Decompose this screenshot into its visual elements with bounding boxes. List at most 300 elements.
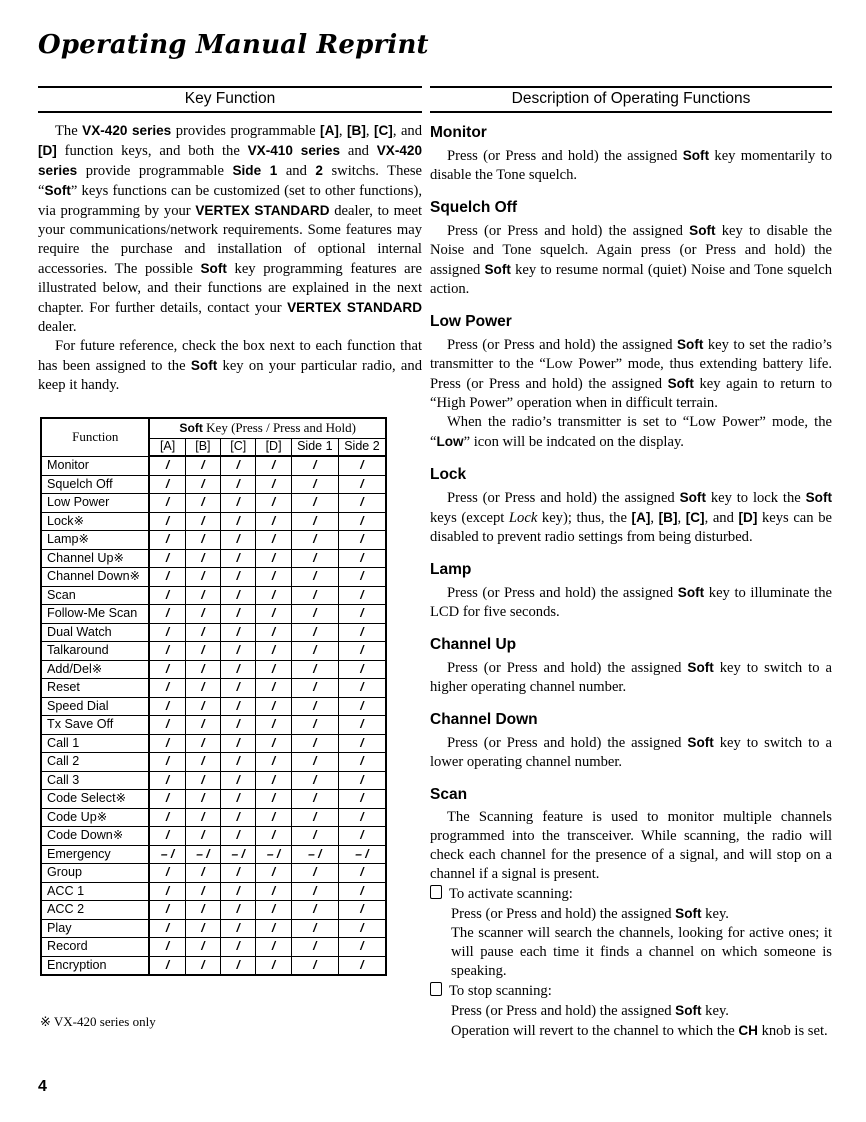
table-row — [41, 716, 386, 735]
availability-cell: / — [221, 716, 256, 735]
function-heading: Channel Up — [430, 636, 517, 653]
availability-cell: / — [185, 771, 220, 790]
availability-cell: / — [256, 586, 291, 605]
text-run: Press (or Press and hold) the assigned — [447, 490, 680, 506]
availability-cell: / — [338, 864, 386, 883]
availability-cell: / — [291, 901, 338, 920]
function-name-cell: Tx Save Off — [41, 716, 149, 735]
text-run: key to switch to a lower operating channel number. — [430, 735, 832, 770]
left-column — [38, 86, 422, 1030]
bold-term: Soft — [677, 337, 704, 352]
table-row — [41, 660, 386, 679]
availability-cell: / — [149, 771, 185, 790]
availability-cell: / — [338, 734, 386, 753]
table-row — [41, 586, 386, 605]
availability-cell: / — [256, 827, 291, 846]
table-row — [41, 549, 386, 568]
text-run: key to switch to a higher operating channel number. — [430, 660, 832, 695]
bold-term: Soft — [682, 148, 710, 163]
table-row — [41, 864, 386, 883]
text-run: Key (Press / Press and Hold) — [202, 420, 356, 435]
availability-cell: / — [338, 790, 386, 809]
text-run: , and — [704, 510, 739, 526]
table-row — [41, 512, 386, 531]
intro-paragraph — [38, 121, 422, 337]
paragraph — [430, 146, 832, 185]
availability-cell: / — [291, 494, 338, 513]
availability-cell: / — [256, 956, 291, 975]
availability-cell: / — [256, 697, 291, 716]
text-run: The scanner will search the channels, looking for active ones; it will pause each time it finds a channel on which someone is speaking. — [451, 925, 832, 979]
function-heading: Channel Down — [430, 711, 538, 728]
text-run: key on your particular radio, and keep it handy. — [38, 358, 422, 393]
availability-cell: / — [221, 456, 256, 475]
availability-cell: / — [221, 882, 256, 901]
paragraph — [430, 658, 832, 697]
availability-cell: / — [185, 531, 220, 550]
availability-cell: / — [338, 586, 386, 605]
availability-cell: – / — [185, 845, 220, 864]
availability-cell: / — [291, 605, 338, 624]
availability-cell: / — [185, 882, 220, 901]
availability-cell: / — [291, 679, 338, 698]
availability-cell: / — [338, 753, 386, 772]
availability-cell: / — [185, 827, 220, 846]
availability-cell: / — [291, 734, 338, 753]
table-row — [41, 901, 386, 920]
availability-cell: / — [221, 642, 256, 661]
paragraph — [430, 335, 832, 413]
availability-cell: / — [256, 753, 291, 772]
availability-cell: / — [185, 808, 220, 827]
operating-functions-sections — [430, 124, 832, 1041]
availability-cell: / — [338, 882, 386, 901]
page-number: 4 — [38, 1078, 47, 1095]
availability-cell: / — [221, 753, 256, 772]
availability-cell: / — [338, 716, 386, 735]
table-row — [41, 642, 386, 661]
paragraph — [430, 488, 832, 547]
availability-cell: / — [149, 605, 185, 624]
bullet-label-text: To activate scanning: — [449, 886, 573, 902]
table-row — [41, 938, 386, 957]
function-heading: Scan — [430, 786, 468, 803]
text-run: key to lock the — [705, 490, 806, 506]
function-name-cell: Play — [41, 919, 149, 938]
availability-cell: / — [185, 586, 220, 605]
reference-paragraph — [38, 337, 422, 395]
bold-term: Low — [436, 434, 464, 449]
text-run: , — [365, 123, 374, 139]
bold-term: Soft — [677, 585, 705, 600]
text-run: , and — [392, 123, 423, 139]
paragraph — [430, 583, 832, 622]
bullet-line — [451, 924, 832, 981]
function-name-cell: Emergency — [41, 845, 149, 864]
bold-term: [C] — [685, 510, 705, 525]
availability-cell: / — [185, 642, 220, 661]
text-run: Operation will revert to the channel to which the — [451, 1023, 739, 1039]
text-run: Press (or Press and hold) the assigned — [447, 148, 683, 164]
availability-cell: / — [149, 864, 185, 883]
availability-cell: / — [149, 679, 185, 698]
availability-cell: / — [256, 494, 291, 513]
text-run: When the radio’s transmitter is set to “Low Power” mode, the “ — [430, 414, 832, 450]
availability-cell: / — [291, 790, 338, 809]
table-row — [41, 456, 386, 475]
availability-cell: / — [185, 790, 220, 809]
right-column — [430, 86, 832, 1041]
availability-cell: / — [221, 623, 256, 642]
table-row — [41, 808, 386, 827]
text-run: provide programmable — [77, 163, 233, 179]
availability-cell: – / — [338, 845, 386, 864]
text-run: ” keys functions can be customized (set to other functions), via programming by your — [38, 183, 422, 219]
bold-term: CH — [738, 1023, 758, 1038]
availability-cell: / — [291, 938, 338, 957]
bold-term: Side 1 — [232, 163, 278, 178]
availability-cell: / — [149, 697, 185, 716]
availability-cell: / — [291, 549, 338, 568]
availability-cell: / — [149, 938, 185, 957]
table-header-function: Function — [41, 418, 149, 456]
availability-cell: / — [338, 512, 386, 531]
text-run: Lock — [508, 510, 538, 526]
checkbox-icon — [430, 982, 442, 996]
availability-cell: / — [291, 716, 338, 735]
table-row — [41, 771, 386, 790]
function-name-cell: Call 1 — [41, 734, 149, 753]
availability-cell: / — [149, 660, 185, 679]
availability-cell: / — [256, 549, 291, 568]
availability-cell: / — [149, 808, 185, 827]
availability-cell: – / — [221, 845, 256, 864]
availability-cell: / — [338, 660, 386, 679]
availability-cell: / — [338, 808, 386, 827]
text-run: Press (or Press and hold) the assigned — [451, 906, 676, 922]
function-heading: Monitor — [430, 124, 487, 141]
table-header-row-1 — [41, 418, 386, 439]
text-run: Press (or Press and hold) the assigned — [447, 660, 688, 676]
availability-cell: / — [185, 494, 220, 513]
bold-term: [B] — [347, 123, 366, 138]
availability-cell: / — [185, 716, 220, 735]
availability-cell: / — [221, 827, 256, 846]
availability-cell: / — [256, 938, 291, 957]
availability-cell: / — [149, 901, 185, 920]
paragraph — [430, 808, 832, 884]
text-run: function keys, and both the — [56, 143, 248, 159]
text-run: , — [677, 510, 686, 526]
bold-term: [A] — [631, 510, 651, 525]
bullet-item — [430, 885, 832, 904]
section-header-operating-functions — [430, 86, 832, 113]
text-run: Press (or Press and hold) the assigned — [447, 223, 690, 239]
text-run: key to set the radio’s transmitter to the “Low Power” mode, thus extending battery life. Press (or Press and hold) the assigned — [430, 337, 832, 392]
text-run: key to illuminate the LCD for five seconds. — [430, 585, 832, 620]
function-name-cell: Lamp※ — [41, 531, 149, 550]
availability-cell: / — [221, 568, 256, 587]
text-run: key to disable the Noise and Tone squelch. Again press (or Press and hold) the assigned — [430, 223, 832, 278]
function-name-cell: Channel Down※ — [41, 568, 149, 587]
bold-term: Soft — [667, 376, 694, 391]
text-run: Press (or Press and hold) the assigned — [447, 735, 688, 751]
function-name-cell: Dual Watch — [41, 623, 149, 642]
availability-cell: / — [185, 697, 220, 716]
availability-cell: / — [185, 919, 220, 938]
text-run: ” icon will be indcated on the display. — [463, 434, 684, 450]
bold-term: Soft — [200, 261, 227, 276]
function-name-cell: Add/Del※ — [41, 660, 149, 679]
bold-term: Soft — [689, 223, 716, 238]
paragraph — [430, 221, 832, 299]
text-run: keys can be disabled to prevent radio settings from being disturbed. — [430, 510, 832, 545]
text-run: key again to return to “High Power” operation when in difficult terrain. — [430, 376, 832, 411]
availability-cell: / — [256, 456, 291, 475]
availability-cell: / — [221, 549, 256, 568]
table-column-header: Side 2 — [338, 439, 386, 457]
function-heading: Lamp — [430, 561, 472, 578]
availability-cell: / — [149, 716, 185, 735]
bold-term: Soft — [675, 906, 702, 921]
availability-cell: / — [149, 919, 185, 938]
availability-cell: / — [256, 771, 291, 790]
function-name-cell: ACC 2 — [41, 901, 149, 920]
section-header-key-function — [38, 86, 422, 113]
text-run: The — [55, 123, 83, 139]
availability-cell: / — [185, 549, 220, 568]
table-column-header: [B] — [185, 439, 220, 457]
availability-cell: / — [221, 586, 256, 605]
availability-cell: / — [338, 531, 386, 550]
availability-cell: / — [338, 456, 386, 475]
availability-cell: – / — [256, 845, 291, 864]
availability-cell: / — [185, 734, 220, 753]
availability-cell: / — [256, 734, 291, 753]
availability-cell: / — [256, 901, 291, 920]
availability-cell: / — [185, 605, 220, 624]
text-run: Press (or Press and hold) the assigned — [447, 337, 677, 353]
table-row — [41, 845, 386, 864]
bullet-item — [430, 982, 832, 1001]
table-row — [41, 568, 386, 587]
availability-cell: / — [185, 623, 220, 642]
availability-cell: / — [291, 919, 338, 938]
availability-cell: / — [149, 753, 185, 772]
availability-cell: / — [185, 901, 220, 920]
function-name-cell: Call 3 — [41, 771, 149, 790]
text-run: keys (except — [430, 510, 509, 526]
table-row — [41, 531, 386, 550]
availability-cell: – / — [149, 845, 185, 864]
function-name-cell: Squelch Off — [41, 475, 149, 494]
availability-cell: / — [221, 531, 256, 550]
function-name-cell: Monitor — [41, 456, 149, 475]
function-name-cell: Scan — [41, 586, 149, 605]
table-column-header: [A] — [149, 439, 185, 457]
function-name-cell: Record — [41, 938, 149, 957]
function-name-cell: Speed Dial — [41, 697, 149, 716]
function-name-cell: Code Select※ — [41, 790, 149, 809]
bold-term: VERTEX STANDARD — [287, 300, 422, 315]
table-row — [41, 753, 386, 772]
bold-term: Soft — [179, 421, 203, 435]
function-name-cell: ACC 1 — [41, 882, 149, 901]
availability-cell: / — [256, 790, 291, 809]
availability-cell: / — [338, 956, 386, 975]
availability-cell: / — [338, 901, 386, 920]
availability-cell: / — [185, 956, 220, 975]
bullet-label-text: To stop scanning: — [449, 983, 552, 999]
bold-term: [A] — [320, 123, 339, 138]
availability-cell: / — [338, 568, 386, 587]
availability-cell: / — [338, 549, 386, 568]
soft-key-table — [40, 417, 387, 976]
bold-term: Soft — [687, 660, 714, 675]
availability-cell: / — [185, 753, 220, 772]
text-run: Press (or Press and hold) the assigned — [451, 1003, 676, 1019]
text-run: dealer. — [38, 319, 77, 335]
paragraph — [430, 413, 832, 452]
bold-term: [D] — [38, 143, 57, 158]
table-row — [41, 623, 386, 642]
function-name-cell: Talkaround — [41, 642, 149, 661]
availability-cell: / — [291, 475, 338, 494]
text-run: key. — [701, 906, 729, 922]
availability-cell: / — [256, 642, 291, 661]
table-row — [41, 494, 386, 513]
table-row — [41, 790, 386, 809]
text-run: Press (or Press and hold) the assigned — [447, 585, 678, 601]
availability-cell: / — [338, 938, 386, 957]
availability-cell: / — [149, 827, 185, 846]
text-run: key to resume normal (quiet) Noise and Tone squelch action. — [430, 262, 832, 297]
table-column-header: [C] — [221, 439, 256, 457]
availability-cell: / — [338, 623, 386, 642]
text-run: provides programmable — [171, 123, 321, 139]
bold-term: Soft — [44, 183, 71, 198]
availability-cell: – / — [291, 845, 338, 864]
bold-term: Soft — [805, 490, 832, 505]
section-title-operating-functions: Description of Operating Functions — [511, 90, 751, 107]
table-row — [41, 734, 386, 753]
table-row — [41, 697, 386, 716]
availability-cell: / — [149, 549, 185, 568]
availability-cell: / — [291, 697, 338, 716]
availability-cell: / — [149, 475, 185, 494]
availability-cell: / — [185, 864, 220, 883]
availability-cell: / — [221, 808, 256, 827]
availability-cell: / — [291, 586, 338, 605]
function-name-cell: Low Power — [41, 494, 149, 513]
availability-cell: / — [221, 679, 256, 698]
function-name-cell: Lock※ — [41, 512, 149, 531]
availability-cell: / — [221, 938, 256, 957]
bold-term: 2 — [315, 163, 323, 178]
availability-cell: / — [338, 475, 386, 494]
availability-cell: / — [291, 623, 338, 642]
availability-cell: / — [221, 494, 256, 513]
availability-cell: / — [256, 568, 291, 587]
availability-cell: / — [221, 919, 256, 938]
table-row — [41, 827, 386, 846]
document-title: Operating Manual Reprint — [38, 30, 429, 60]
availability-cell: / — [221, 697, 256, 716]
function-heading: Low Power — [430, 313, 512, 330]
bold-term: Soft — [484, 262, 511, 277]
availability-cell: / — [256, 660, 291, 679]
text-run: switchs. These “ — [38, 163, 423, 199]
availability-cell: / — [149, 623, 185, 642]
availability-cell: / — [221, 790, 256, 809]
availability-cell: / — [185, 660, 220, 679]
function-name-cell: Code Up※ — [41, 808, 149, 827]
availability-cell: / — [149, 586, 185, 605]
availability-cell: / — [185, 512, 220, 531]
table-row — [41, 956, 386, 975]
function-heading: Lock — [430, 466, 467, 483]
availability-cell: / — [291, 642, 338, 661]
function-name-cell: Follow-Me Scan — [41, 605, 149, 624]
availability-cell: / — [221, 660, 256, 679]
paragraph — [430, 733, 832, 772]
availability-cell: / — [256, 531, 291, 550]
table-column-header: Side 1 — [291, 439, 338, 457]
text-run: For future reference, check the box next to each function that has been assigned to the — [38, 338, 422, 374]
availability-cell: / — [338, 494, 386, 513]
function-name-cell: Encryption — [41, 956, 149, 975]
availability-cell: / — [149, 956, 185, 975]
availability-cell: / — [291, 531, 338, 550]
availability-cell: / — [221, 901, 256, 920]
text-run: key momentarily to disable the Tone squelch. — [430, 148, 832, 183]
text-run: key programming features are illustrated below, and their functions are explained in the next chapter. For further details, contact your — [38, 261, 422, 316]
availability-cell: / — [338, 827, 386, 846]
availability-cell: / — [221, 771, 256, 790]
availability-cell: / — [291, 956, 338, 975]
text-run: , — [338, 123, 348, 139]
text-run: knob is set. — [757, 1023, 828, 1039]
availability-cell: / — [221, 512, 256, 531]
availability-cell: / — [291, 771, 338, 790]
text-run: , — [650, 510, 659, 526]
bold-term: VERTEX STANDARD — [195, 203, 330, 218]
bullet-line — [451, 904, 832, 924]
soft-key-table-body — [41, 456, 386, 975]
availability-cell: / — [256, 864, 291, 883]
table-row — [41, 475, 386, 494]
availability-cell: / — [149, 531, 185, 550]
table-row — [41, 882, 386, 901]
availability-cell: / — [256, 605, 291, 624]
availability-cell: / — [338, 771, 386, 790]
bold-term: Soft — [675, 1003, 702, 1018]
availability-cell: / — [185, 456, 220, 475]
bold-term: [B] — [658, 510, 678, 525]
availability-cell: / — [149, 790, 185, 809]
availability-cell: / — [338, 605, 386, 624]
availability-cell: / — [185, 568, 220, 587]
availability-cell: / — [256, 919, 291, 938]
availability-cell: / — [221, 864, 256, 883]
availability-cell: / — [149, 456, 185, 475]
availability-cell: / — [149, 882, 185, 901]
soft-key-table-head — [41, 418, 386, 456]
availability-cell: / — [221, 734, 256, 753]
bold-term: Soft — [687, 735, 714, 750]
availability-cell: / — [256, 512, 291, 531]
availability-cell: / — [291, 882, 338, 901]
